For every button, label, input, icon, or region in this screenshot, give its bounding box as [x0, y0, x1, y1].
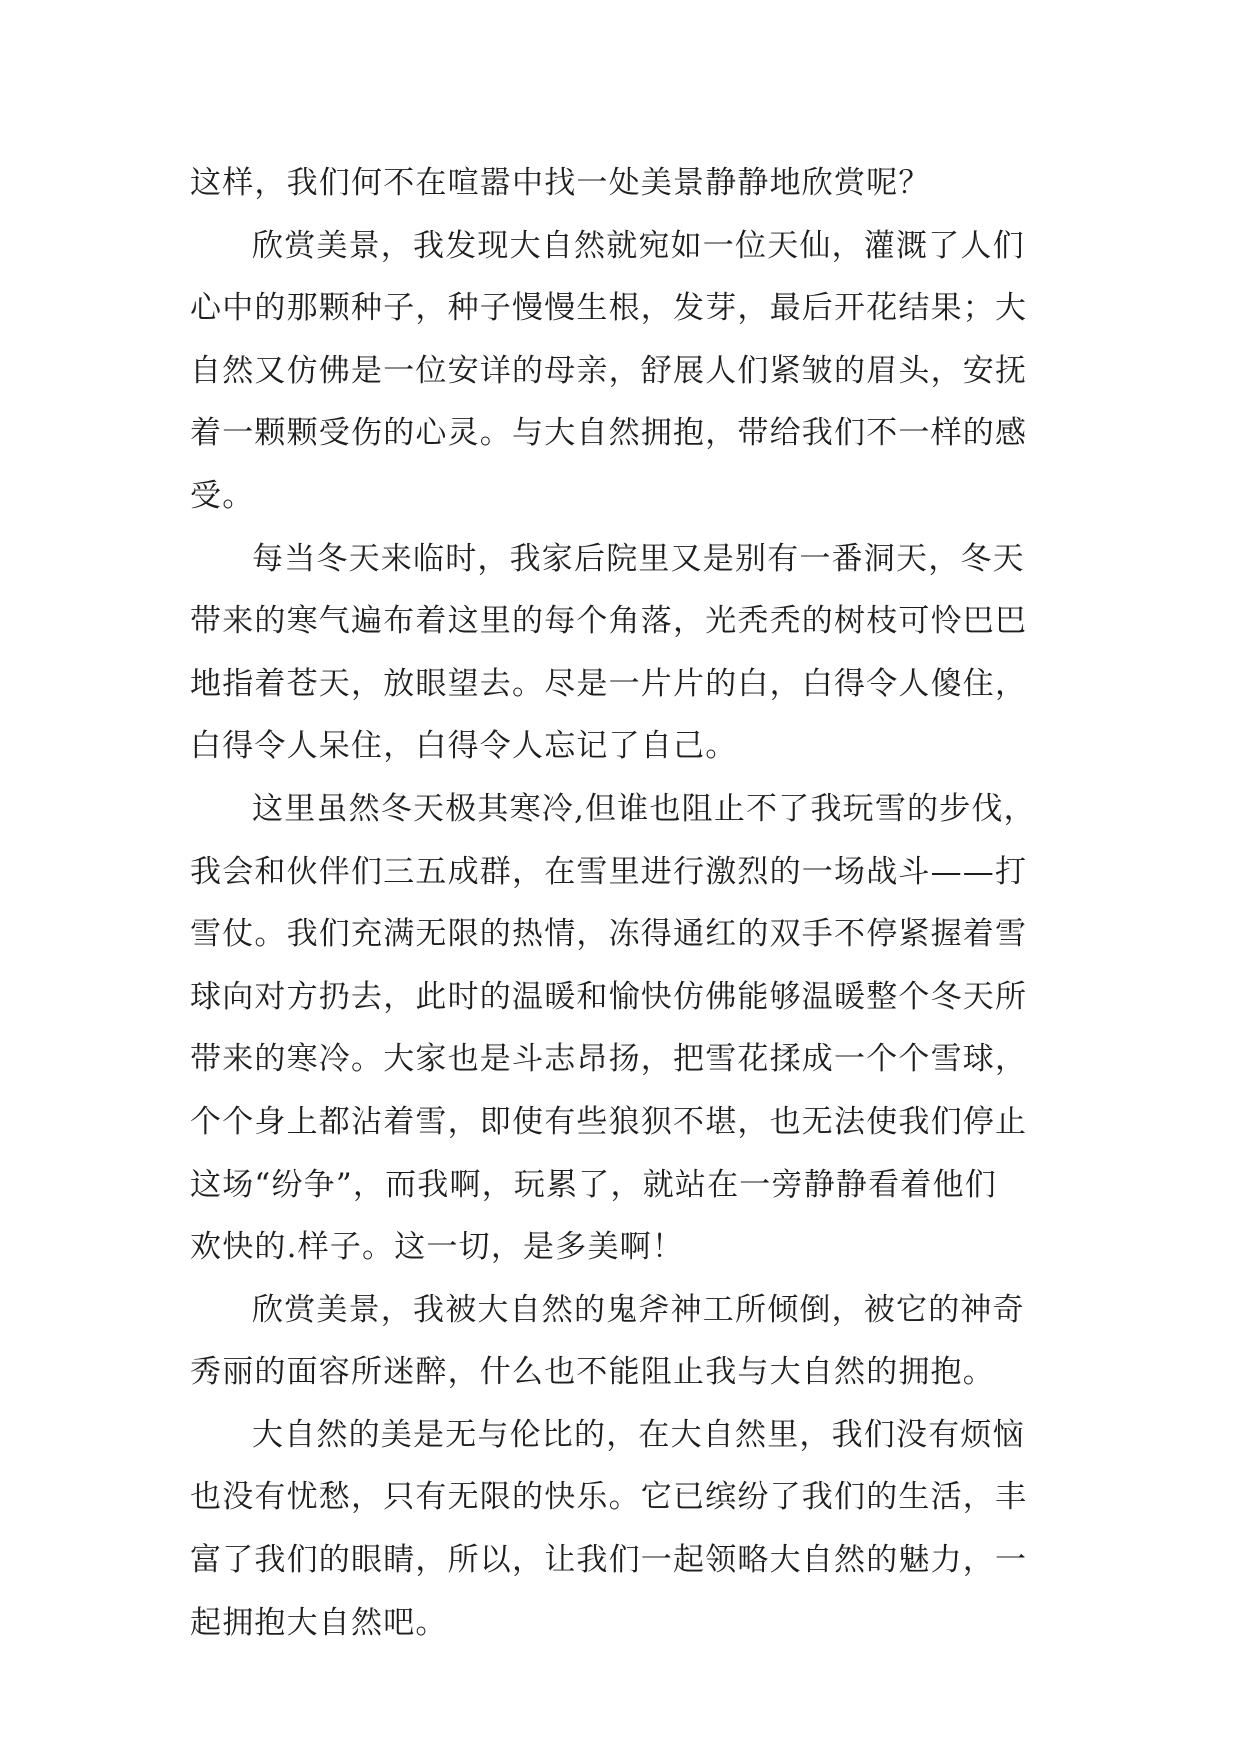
- text-line: 着一颗颗受伤的心灵。与大自然拥抱，带给我们不一样的感: [190, 415, 1028, 452]
- text-line: 欢快的.样子。这一切，是多美啊！: [190, 1229, 685, 1266]
- text-line: 秀丽的面容所迷醉，什么也不能阻止我与大自然的拥抱。: [190, 1354, 995, 1391]
- text-line: 欣赏美景，我被大自然的鬼斧神工所倾倒，被它的神奇: [252, 1291, 1025, 1328]
- text-line: 富了我们的眼睛，所以，让我们一起领略大自然的魅力，一: [190, 1542, 1028, 1579]
- text-line: 这场“纷争”，而我啊，玩累了，就站在一旁静静看着他们: [190, 1166, 997, 1203]
- text-line: 带来的寒冷。大家也是斗志昂扬，把雪花揉成一个个雪球，: [190, 1041, 1028, 1078]
- text-line: 带来的寒气遍布着这里的每个角落，光秃秃的树枝可怜巴巴: [190, 603, 1028, 640]
- text-line: 大自然的美是无与伦比的，在大自然里，我们没有烦恼: [252, 1416, 1025, 1453]
- text-line: 个个身上都沾着雪，即使有些狼狈不堪，也无法使我们停止: [190, 1103, 1028, 1140]
- text-line: 自然又仿佛是一位安详的母亲，舒展人们紧皱的眉头，安抚: [190, 352, 1028, 389]
- text-line: 心中的那颗种子，种子慢慢生根，发芽，最后开花结果；大: [190, 290, 1028, 327]
- text-line: 这里虽然冬天极其寒冷,但谁也阻止不了我玩雪的步伐，: [252, 790, 1036, 827]
- essay-body: [190, 152, 1070, 1654]
- text-line: 这样，我们何不在喧嚣中找一处美景静静地欣赏呢？: [190, 165, 931, 201]
- text-line: 起拥抱大自然吧。: [190, 1604, 448, 1641]
- text-line: 受。: [190, 477, 255, 514]
- text-line: 地指着苍天，放眼望去。尽是一片片的白，白得令人傻住，: [190, 665, 1028, 702]
- text-line: 我会和伙伴们三五成群，在雪里进行激烈的一场战斗——打: [190, 853, 1028, 890]
- text-line: 球向对方扔去，此时的温暖和愉快仿佛能够温暖整个冬天所: [190, 978, 1028, 1015]
- text-line: 欣赏美景，我发现大自然就宛如一位天仙，灌溉了人们: [252, 227, 1025, 264]
- text-line: 也没有忧愁，只有无限的快乐。它已缤纷了我们的生活，丰: [190, 1479, 1028, 1516]
- text-line: 每当冬天来临时，我家后院里又是别有一番洞天，冬天: [252, 540, 1025, 577]
- text-line: 雪仗。我们充满无限的热情，冻得通红的双手不停紧握着雪: [190, 916, 1028, 953]
- text-line: 白得令人呆住，白得令人忘记了自己。: [190, 728, 738, 765]
